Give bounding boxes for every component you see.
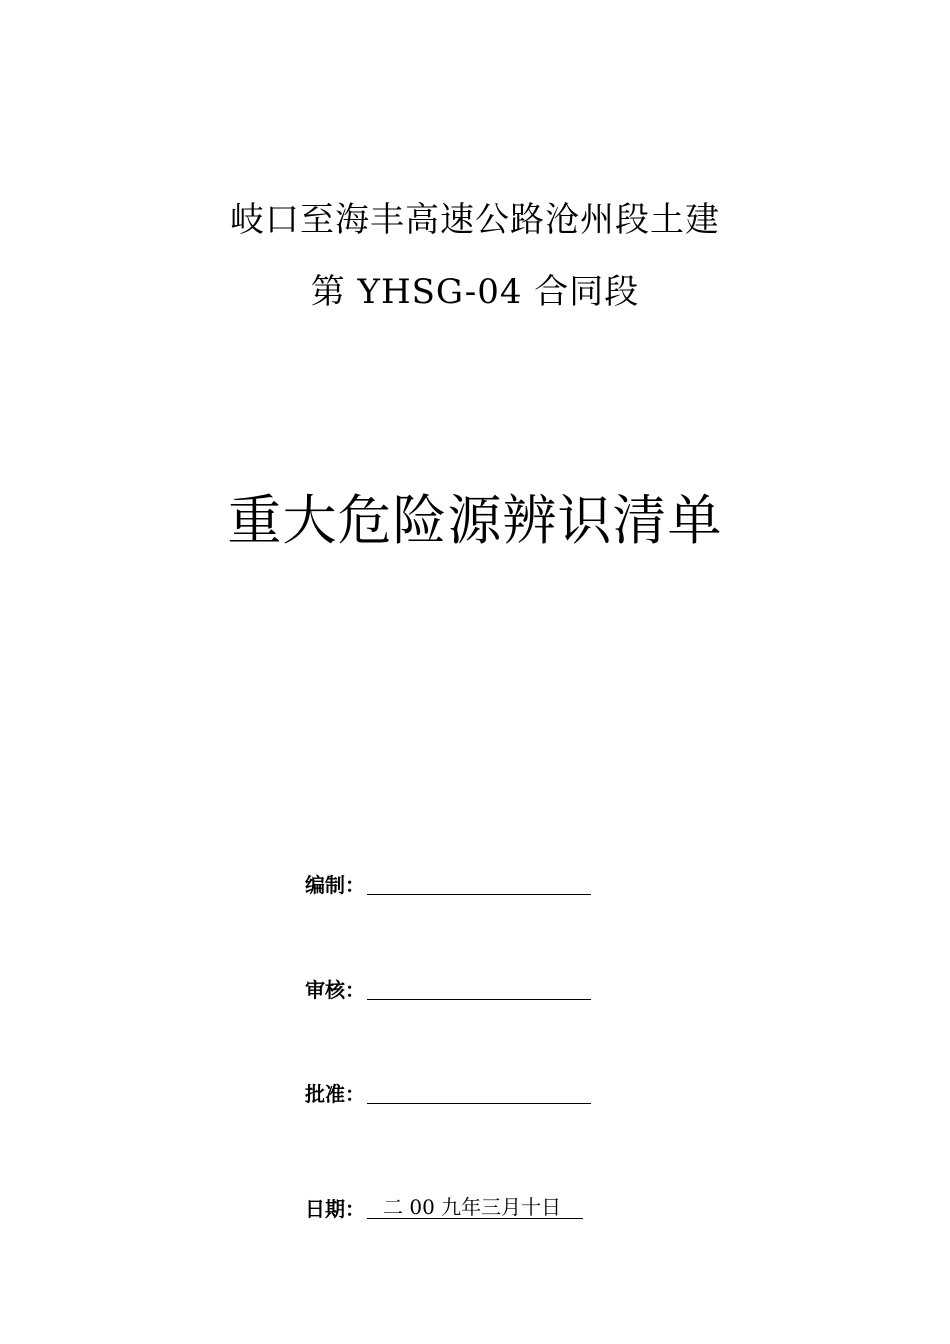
project-name: 岐口至海丰高速公路沧州段土建 (230, 200, 720, 240)
date-value: 二 00 九年三月十日 (367, 1197, 583, 1219)
date-label: 日期： (305, 1197, 365, 1221)
prepared-by-label: 编制： (305, 873, 365, 897)
reviewed-by-line (367, 977, 591, 1000)
date-row (305, 1197, 583, 1219)
approved-by-row (305, 1081, 591, 1104)
contract-section: 第 YHSG-04 合同段 (310, 272, 640, 312)
reviewed-by-label: 审核： (305, 978, 365, 1002)
approved-by-line (367, 1081, 591, 1104)
document-title: 重大危险源辨识清单 (227, 489, 723, 552)
reviewed-by-row (305, 977, 591, 1000)
prepared-by-line (367, 872, 591, 895)
approved-by-label: 批准： (305, 1082, 365, 1106)
prepared-by-row (305, 872, 591, 895)
